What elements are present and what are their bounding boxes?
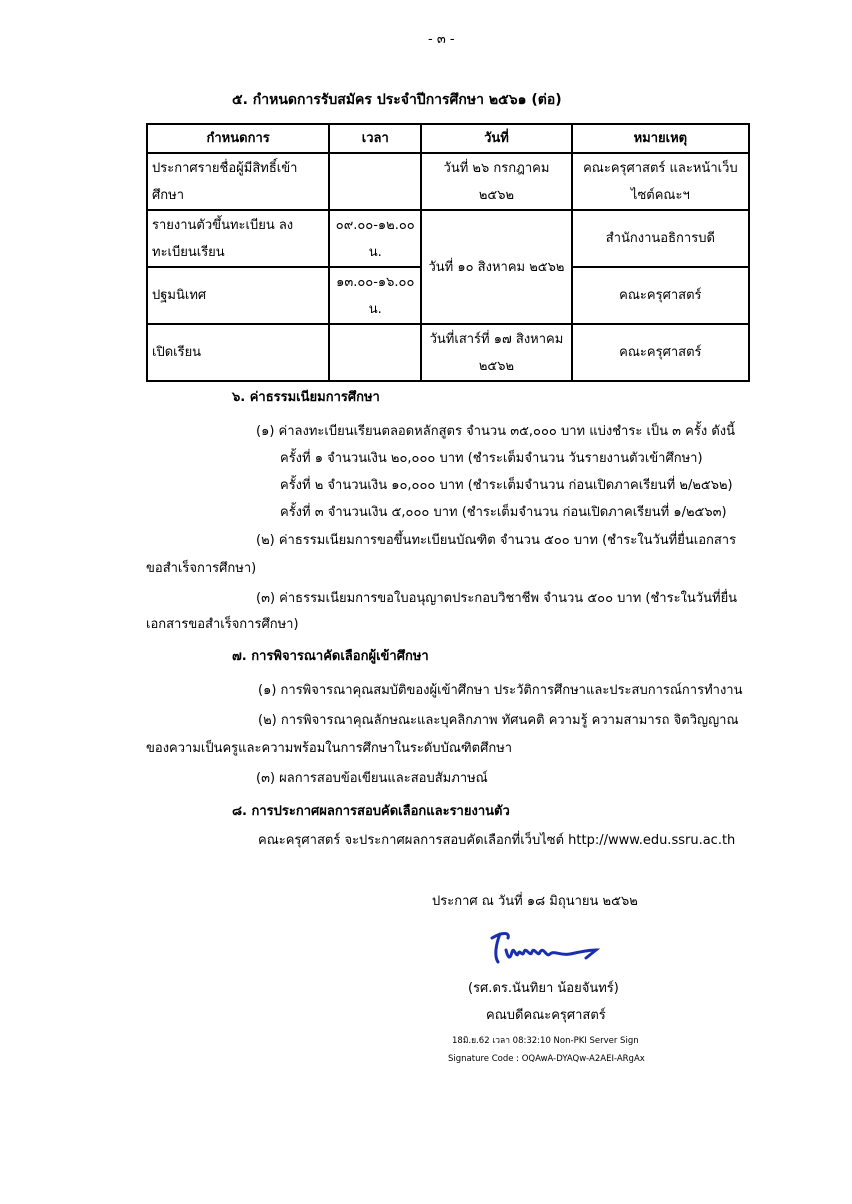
section8-heading: ๘. การประกาศผลการสอบคัดเลือกและรายงานตัว — [232, 804, 510, 819]
table-header-row — [147, 124, 749, 153]
header-date: วันที่ — [421, 124, 571, 153]
section7-heading: ๗. การพิจารณาคัดเลือกผู้เข้าศึกษา — [232, 649, 429, 664]
sign-stamp: 18มิ.ย.62 เวลา 08:32:10 Non-PKI Server Sign — [452, 1036, 639, 1046]
section8-text: คณะครุศาสตร์ จะประกาศผลการสอบคัดเลือกที่เว็บไซต์ http://www.edu.ssru.ac.th — [258, 833, 736, 848]
header-time: เวลา — [329, 124, 421, 153]
header-note: หมายเหตุ — [572, 124, 749, 153]
cell-date: วันที่ ๑๐ สิงหาคม ๒๕๖๒ — [421, 210, 571, 324]
signer-name: (รศ.ดร.นันทิยา น้อยจันทร์) — [468, 981, 619, 996]
criteria-2: (๒) การพิจารณาคุณลักษณะและบุคลิกภาพ ทัศนคติ ความรู้ ความสามารถ จิตวิญญาณ — [258, 713, 739, 728]
fee-item-1: (๑) ค่าลงทะเบียนเรียนตลอดหลักสูตร จำนวน ๓๕,๐๐๐ บาท แบ่งชำระ เป็น ๓ ครั้ง ดังนี้ — [256, 424, 736, 439]
section6-heading: ๖. ค่าธรรมเนียมการศึกษา — [232, 390, 380, 405]
cell-time: ๑๓.๐๐-๑๖.๐๐ น. — [329, 267, 421, 324]
page-number: - ๓ - — [428, 32, 455, 47]
schedule-table — [146, 123, 750, 382]
installment-2: ครั้งที่ ๒ จำนวนเงิน ๑๐,๐๐๐ บาท (ชำระเต็มจำนวน ก่อนเปิดภาคเรียนที่ ๒/๒๕๖๒) — [280, 478, 733, 493]
announcement-date: ประกาศ ณ วันที่ ๑๘ มิถุนายน ๒๕๖๒ — [432, 894, 638, 909]
table-row — [147, 210, 749, 267]
cell-note: คณะครุศาสตร์ — [572, 324, 749, 381]
header-event: กำหนดการ — [147, 124, 329, 153]
criteria-3: (๓) ผลการสอบข้อเขียนและสอบสัมภาษณ์ — [256, 771, 488, 786]
fee-item-2: (๒) ค่าธรรมเนียมการขอขึ้นทะเบียนบัณฑิต จำนวน ๕๐๐ บาท (ชำระในวันที่ยื่นเอกสาร — [256, 533, 737, 548]
criteria-2-cont: ของความเป็นครูและความพร้อมในการศึกษาในระดับบัณฑิตศึกษา — [146, 741, 513, 756]
signature — [488, 928, 603, 968]
section5-heading: ๕. กำหนดการรับสมัคร ประจำปีการศึกษา ๒๕๖๑ (ต่อ) — [232, 92, 562, 108]
installment-1: ครั้งที่ ๑ จำนวนเงิน ๒๐,๐๐๐ บาท (ชำระเต็มจำนวน วันรายงานตัวเข้าศึกษา) — [280, 451, 703, 466]
installment-3: ครั้งที่ ๓ จำนวนเงิน ๕,๐๐๐ บาท (ชำระเต็มจำนวน ก่อนเปิดภาคเรียนที่ ๑/๒๕๖๓) — [280, 505, 727, 520]
cell-date: วันที่เสาร์ที่ ๑๗ สิงหาคม ๒๕๖๒ — [421, 324, 571, 381]
cell-event: เปิดเรียน — [147, 324, 329, 381]
cell-note: สำนักงานอธิการบดี — [572, 210, 749, 267]
cell-event: ประกาศรายชื่อผู้มีสิทธิ์เข้าศึกษา — [147, 153, 329, 210]
signer-title: คณบดีคณะครุศาสตร์ — [486, 1008, 606, 1023]
fee-item-3-cont: เอกสารขอสำเร็จการศึกษา) — [146, 617, 299, 632]
cell-event: ปฐมนิเทศ — [147, 267, 329, 324]
fee-item-2-cont: ขอสำเร็จการศึกษา) — [146, 561, 257, 576]
cell-time: ๐๙.๐๐-๑๒.๐๐ น. — [329, 210, 421, 267]
fee-item-3: (๓) ค่าธรรมเนียมการขอใบอนุญาตประกอบวิชาชีพ จำนวน ๕๐๐ บาท (ชำระในวันที่ยื่น — [256, 591, 738, 606]
signature-code: Signature Code : OQAwA-DYAQw-A2AEI-ARgAx — [448, 1054, 645, 1064]
cell-date: วันที่ ๒๖ กรกฎาคม ๒๕๖๒ — [421, 153, 571, 210]
cell-time — [329, 153, 421, 210]
criteria-1: (๑) การพิจารณาคุณสมบัติของผู้เข้าศึกษา ประวัติการศึกษาและประสบการณ์การทำงาน — [258, 683, 743, 698]
table-row — [147, 153, 749, 210]
cell-time — [329, 324, 421, 381]
cell-note: คณะครุศาสตร์ และหน้าเว็บไซต์คณะฯ — [572, 153, 749, 210]
cell-event: รายงานตัวขึ้นทะเบียน ลงทะเบียนเรียน — [147, 210, 329, 267]
cell-note: คณะครุศาสตร์ — [572, 267, 749, 324]
table-row — [147, 324, 749, 381]
